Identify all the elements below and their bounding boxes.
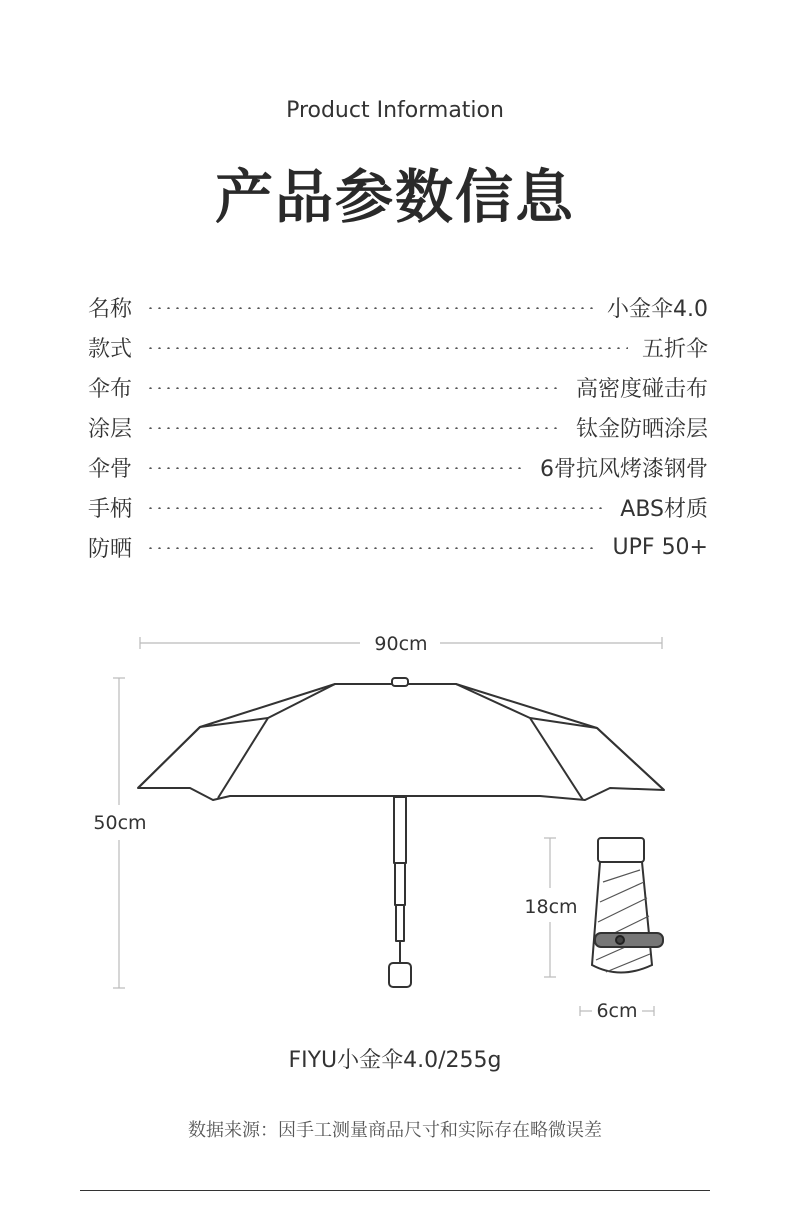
spec-label: 伞骨	[88, 456, 133, 482]
umbrella-diagram	[0, 620, 790, 1022]
product-subtitle: Product Information	[286, 98, 504, 123]
spec-label: 手柄	[88, 496, 133, 522]
bottom-divider	[80, 1190, 710, 1191]
spec-row-frame	[88, 447, 708, 487]
width-label: 90cm	[374, 633, 428, 655]
dotted-leader	[146, 387, 562, 389]
spec-value: 五折伞	[641, 336, 708, 362]
spec-row-name	[88, 287, 708, 327]
spec-value: 小金伞4.0	[607, 296, 708, 322]
folded-width-label: 6cm	[596, 1000, 638, 1022]
dotted-leader	[146, 347, 628, 349]
height-label: 50cm	[93, 812, 147, 834]
spec-value: 6骨抗风烤漆钢骨	[540, 456, 708, 482]
spec-row-fabric	[88, 367, 708, 407]
spec-row-style	[88, 327, 708, 367]
open-umbrella-icon	[138, 678, 664, 987]
measurement-note: 数据来源：因手工测量商品尺寸和实际存在略微误差	[188, 1120, 602, 1141]
folded-height-label: 18cm	[524, 896, 578, 918]
spec-row-uv	[88, 527, 708, 567]
spec-value: 高密度碰击布	[575, 376, 708, 402]
spec-label: 款式	[88, 336, 133, 362]
spec-label: 名称	[88, 296, 133, 322]
spec-value: 钛金防晒涂层	[575, 416, 708, 442]
spec-label: 伞布	[88, 376, 133, 402]
spec-label: 涂层	[88, 416, 133, 442]
dotted-leader	[146, 507, 606, 509]
page-title: 产品参数信息	[214, 163, 575, 231]
dotted-leader	[146, 307, 593, 309]
spec-list	[88, 287, 708, 567]
spec-value: ABS材质	[620, 496, 708, 522]
spec-row-coating	[88, 407, 708, 447]
spec-value: UPF 50+	[612, 534, 708, 560]
spec-label: 防晒	[88, 536, 133, 562]
folded-umbrella-icon	[592, 838, 663, 973]
dotted-leader	[146, 547, 599, 549]
product-caption: FIYU小金伞4.0/255g	[288, 1048, 502, 1073]
dotted-leader	[146, 467, 526, 469]
spec-row-handle	[88, 487, 708, 527]
dotted-leader	[146, 427, 562, 429]
